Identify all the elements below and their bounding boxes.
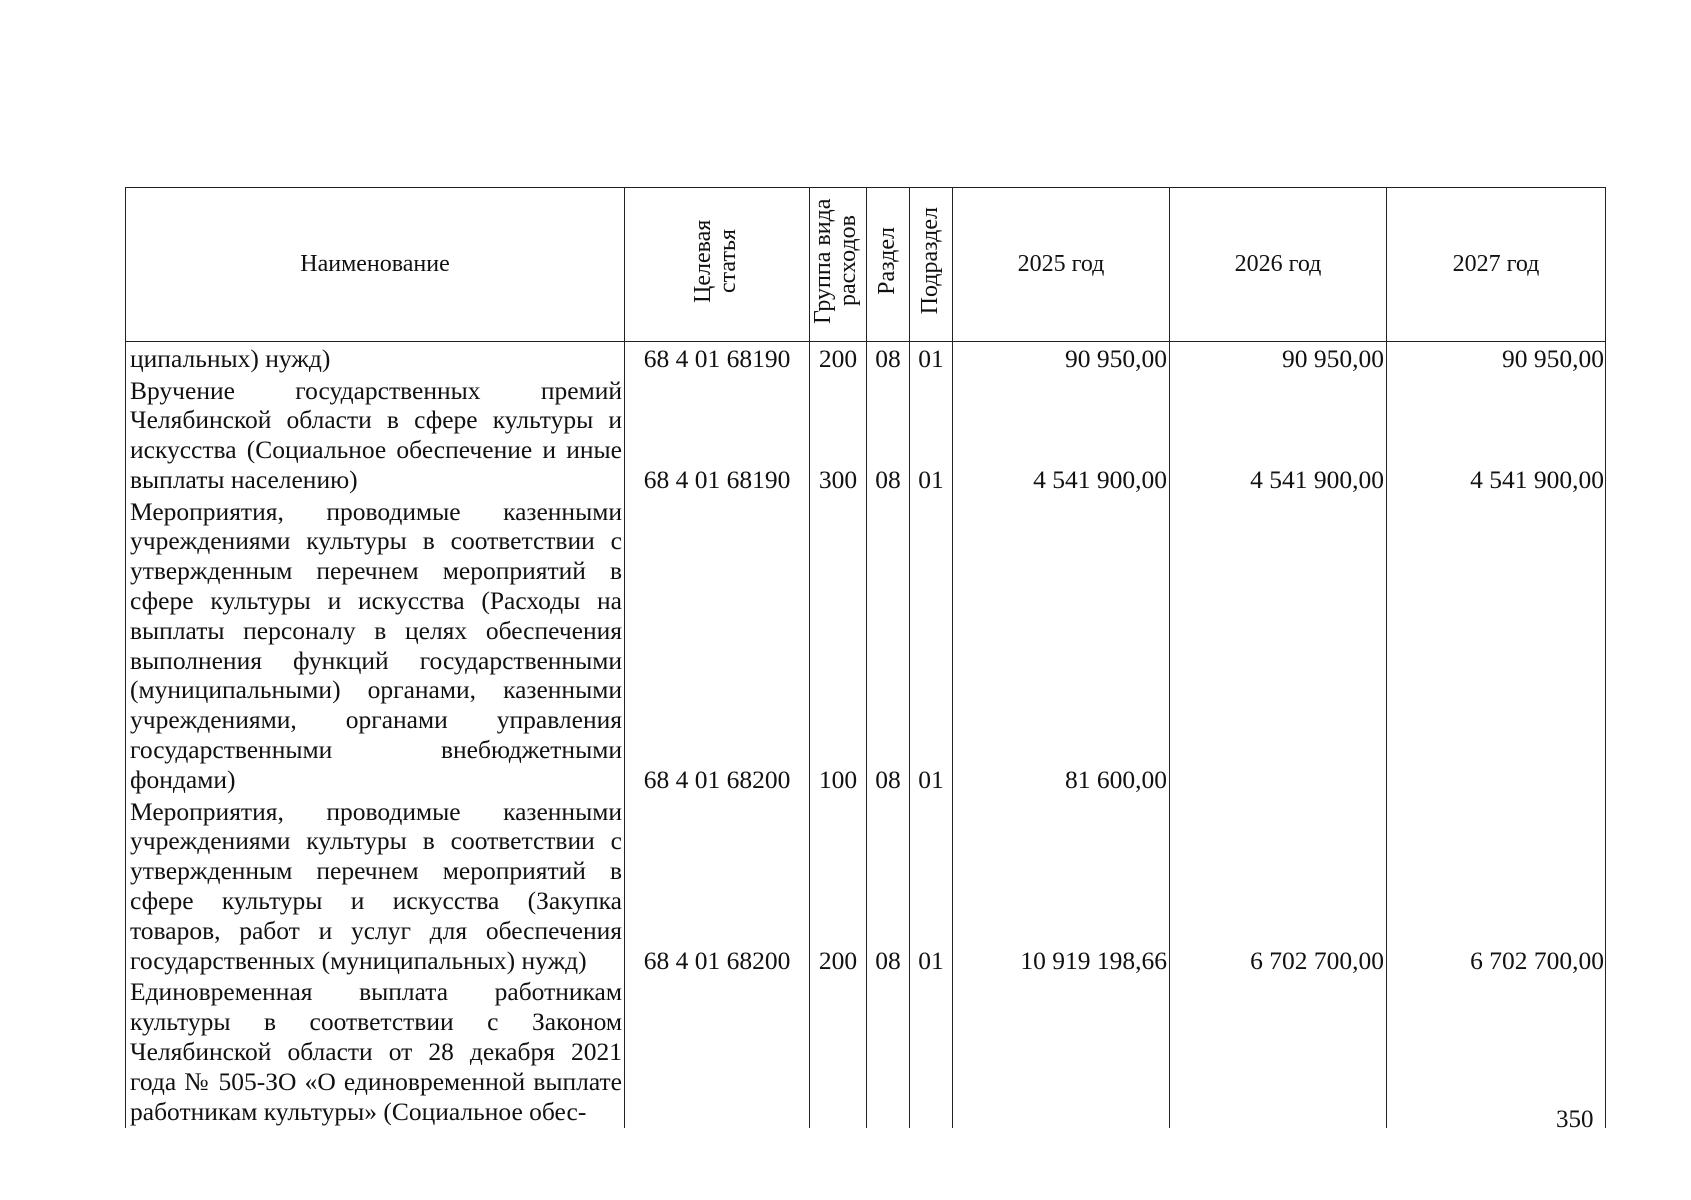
header-group	[810, 188, 867, 342]
row-section: 08	[867, 342, 910, 376]
table-row	[126, 797, 1606, 978]
row-2027	[1387, 497, 1606, 797]
header-group-label: Группа вида расходов	[810, 198, 862, 324]
row-2027: 90 950,00	[1387, 342, 1606, 376]
header-subsection-label: Подраздел	[917, 207, 944, 315]
header-section-label: Раздел	[874, 227, 901, 295]
header-target	[625, 188, 810, 342]
row-2025: 10 919 198,66	[953, 797, 1170, 978]
row-name: Мероприятия, проводимые казенными учреждениями культуры в соответствии с утвержденным перечнем мероприятий в сфере культуры и искусства (Расходы на выплаты персоналу в целях обеспечения выполнения функций государственными (муниципальными) органами, казенными учреждениями, органами управления государственными внебюджетными фондами)	[126, 497, 625, 797]
row-2026	[1170, 977, 1387, 1128]
budget-table	[125, 187, 1606, 1128]
row-target: 68 4 01 68200	[625, 797, 810, 978]
row-target: 68 4 01 68190	[625, 342, 810, 376]
row-subsection: 01	[910, 497, 953, 797]
row-section: 08	[867, 797, 910, 978]
table-row	[126, 977, 1606, 1128]
table-header-row	[126, 188, 1606, 342]
header-target-label: Целевая статья	[690, 219, 742, 303]
header-name: Наименование	[126, 188, 625, 342]
table-row	[126, 342, 1606, 376]
row-subsection: 01	[910, 376, 953, 497]
row-group: 200	[810, 342, 867, 376]
row-group: 300	[810, 376, 867, 497]
table-row	[126, 376, 1606, 497]
header-2026: 2026 год	[1170, 188, 1387, 342]
row-section	[867, 977, 910, 1128]
header-2025: 2025 год	[953, 188, 1170, 342]
row-2027: 6 702 700,00	[1387, 797, 1606, 978]
row-name: Вручение государственных премий Челябинской области в сфере культуры и искусства (Социальное обеспечение и иные выплаты населению)	[126, 376, 625, 497]
row-2025: 81 600,00	[953, 497, 1170, 797]
row-group	[810, 977, 867, 1128]
row-target	[625, 977, 810, 1128]
row-2026: 6 702 700,00	[1170, 797, 1387, 978]
row-subsection	[910, 977, 953, 1128]
header-2027: 2027 год	[1387, 188, 1606, 342]
row-target: 68 4 01 68190	[625, 376, 810, 497]
row-section: 08	[867, 497, 910, 797]
row-name: Единовременная выплата работникам культуры в соответствии с Законом Челябинской области от 28 декабря 2021 года № 505-ЗО «О единовременной выплате работникам культуры» (Социальное обес-	[126, 977, 625, 1128]
table-row	[126, 497, 1606, 797]
row-group: 200	[810, 797, 867, 978]
row-2027: 4 541 900,00	[1387, 376, 1606, 497]
row-2026: 4 541 900,00	[1170, 376, 1387, 497]
page-number: 350	[1556, 1106, 1594, 1133]
row-section: 08	[867, 376, 910, 497]
header-section	[867, 188, 910, 342]
row-group: 100	[810, 497, 867, 797]
row-2026: 90 950,00	[1170, 342, 1387, 376]
row-name: ципальных) нужд)	[126, 342, 625, 376]
row-2025: 90 950,00	[953, 342, 1170, 376]
header-subsection	[910, 188, 953, 342]
row-target: 68 4 01 68200	[625, 497, 810, 797]
row-2026	[1170, 497, 1387, 797]
row-subsection: 01	[910, 342, 953, 376]
row-subsection: 01	[910, 797, 953, 978]
row-2025	[953, 977, 1170, 1128]
row-name: Мероприятия, проводимые казенными учреждениями культуры в соответствии с утвержденным перечнем мероприятий в сфере культуры и искусства (Закупка товаров, работ и услуг для обеспечения государственных (муниципальных) нужд)	[126, 797, 625, 978]
row-2025: 4 541 900,00	[953, 376, 1170, 497]
